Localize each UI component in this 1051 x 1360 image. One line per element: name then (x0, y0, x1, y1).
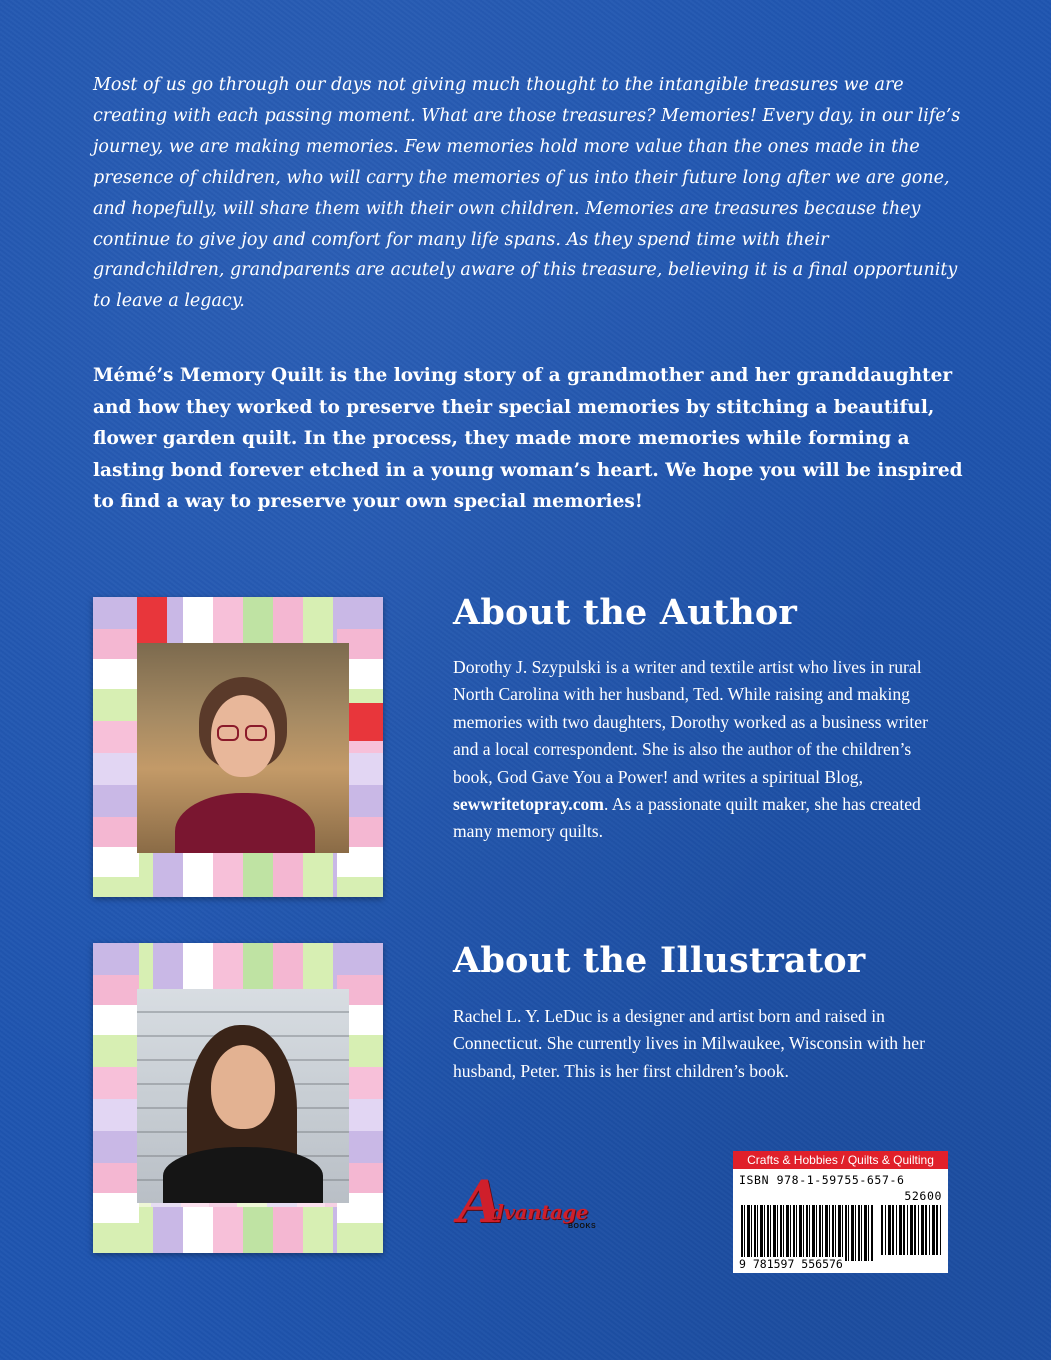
author-body (175, 793, 315, 853)
book-blurb: Mémé’s Memory Quilt is the loving story of a grandmother and her granddaughter and how they worked to preserve their special memories by stitching a beautiful, flower garden quilt. In the process, they made more memories while forming a lasting bond forever etched in a young woman’s heart. We hope you will be inspired to find a way to preserve your own special memories! (93, 365, 963, 512)
logo-word: dvantage (490, 1200, 589, 1224)
illustrator-photo (137, 989, 349, 1203)
barcode-main (741, 1205, 873, 1261)
isbn-barcode-box (733, 1151, 948, 1273)
illustrator-photo-frame (93, 943, 383, 1253)
barcode-addon (881, 1205, 941, 1255)
barcode-digits: 9 781597 556576 (739, 1257, 843, 1271)
author-bio (453, 654, 953, 846)
illustrator-face (211, 1045, 275, 1129)
publisher-logo (458, 1168, 608, 1236)
author-bio-text: Dorothy J. Szypulski is a writer and textile artist who lives in rural North Carolina with her husband, Ted. While raising and making memories with two daughters, Dorothy worked as a business writer and a local correspondent. She is also the author of the children’s book, God Gave You a Power! and writes a spiritual Blog, (453, 657, 928, 787)
logo-letter: A (458, 1168, 504, 1236)
illustrator-bio: Rachel L. Y. LeDuc is a designer and artist born and raised in Connecticut. She currently lives in Milwaukee, Wisconsin with her husband, Peter. This is her first children’s book. (453, 1006, 925, 1081)
isbn-number: ISBN 978-1-59755-657-6 (739, 1173, 905, 1187)
author-photo-frame (93, 597, 383, 897)
logo-subtitle: BOOKS (568, 1223, 597, 1230)
about-illustrator-heading: About the Illustrator (453, 940, 866, 981)
quilt-border-left (93, 597, 139, 897)
author-glasses-right (245, 725, 267, 741)
price-code: 52600 (904, 1189, 942, 1203)
about-author-heading: About the Author (453, 592, 798, 633)
intro-paragraph: Most of us go through our days not giving much thought to the intangible treasures we are creating with each passing moment. What are those treasures? Memories! Every day, in our life’s journey, we are making memories. Few memories hold more value than the ones made in the presence of children, who will carry the memories of us into their future long after we are gone, and hopefully, will share them with their own children. Memories are treasures because they continue to give joy and comfort for many life spans. As they spend time with their grandchildren, grandparents are acutely aware of this treasure, believing it is a final opportunity to leave a legacy. (93, 75, 961, 312)
blog-link: sewwritetopray.com (453, 794, 604, 815)
category-label: Crafts & Hobbies / Quilts & Quilting (733, 1151, 948, 1169)
author-photo (137, 643, 349, 853)
quilt-red-square (137, 597, 167, 643)
author-glasses-left (217, 725, 239, 741)
illustrator-body (163, 1147, 323, 1203)
quilt-border-left (93, 943, 139, 1253)
author-bio-text-end: . As a passionate quilt maker, she has created many memory quilts. (453, 794, 921, 842)
quilt-red-square (349, 703, 383, 741)
